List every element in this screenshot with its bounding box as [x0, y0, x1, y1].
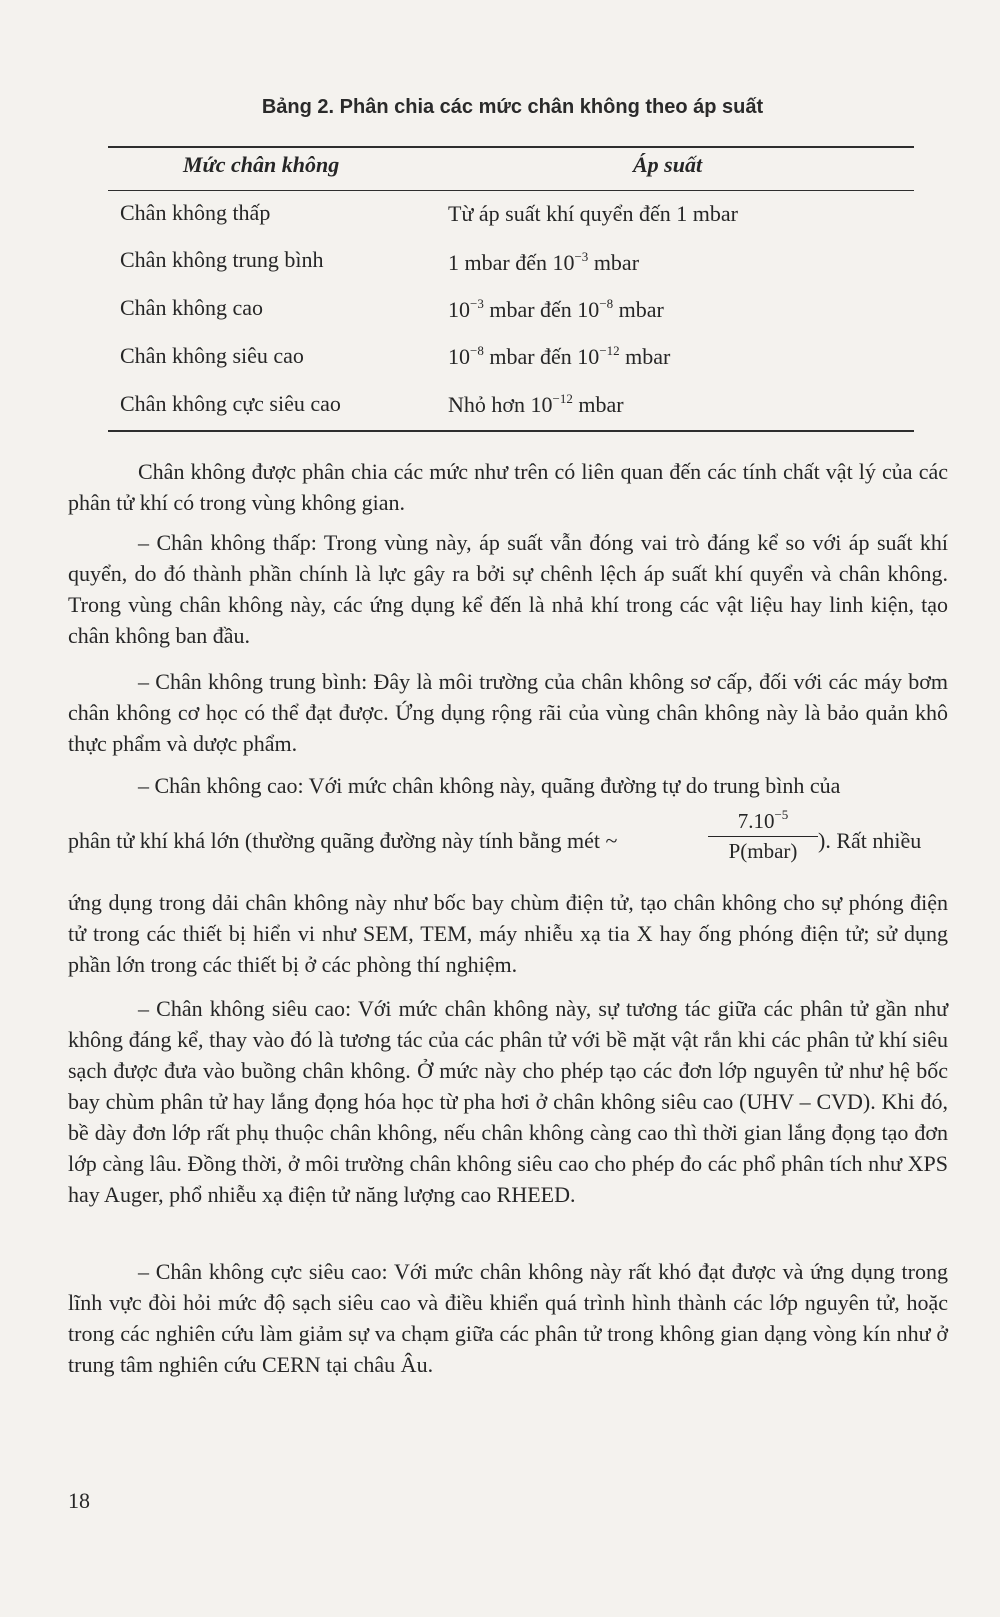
table-cell-pressure: Từ áp suất khí quyển đến 1 mbar — [448, 201, 738, 226]
paragraph-high-vacuum-cont: ứng dụng trong dải chân không này như bốc bay chùm điện tử, tạo chân không cho sự phóng điện tử trong các thiết bị hiển vi như SEM, TEM, máy nhiễu xạ tia X hay ống phóng điện tử; sử dụng phần lớn trong các thiết bị ở các phòng thí nghiệm. — [68, 890, 948, 977]
table-header-pressure: Áp suất — [633, 152, 703, 177]
fraction-numerator: $7.10^{-5}$ — [708, 808, 818, 837]
table-cell-level: Chân không trung bình — [120, 247, 324, 272]
table-cell-pressure: $10^{-8}$ mbar đến $10^{-12}$ mbar — [448, 343, 671, 369]
paragraph-ultra-high-vacuum: – Chân không siêu cao: Với mức chân không này, sự tương tác giữa các phân tử gần như không đáng kể, thay vào đó là tương tác của các phân tử với bề mặt vật rắn khi các phân tử khí siêu sạch được đưa vào buồng chân không. Ở mức này cho phép tạo các đơn lớp nguyên tử như hệ bốc bay chùm phân tử hay lắng đọng hóa học từ pha hơi ở chân không siêu cao (UHV – CVD). Khi đó, bề dày đơn lớp rất phụ thuộc chân không, nếu chân không càng cao thì thời gian lắng đọng tạo đơn lớp càng lâu. Đồng thời, ở môi trường chân không siêu cao cho phép đo các phổ phân tích như XPS hay Auger, phổ nhiễu xạ điện tử năng lượng cao RHEED. — [68, 996, 948, 1207]
table-header-level: Mức chân không — [183, 152, 340, 177]
table-top-rule — [108, 146, 914, 148]
fraction-denominator: P(mbar) — [728, 839, 798, 863]
paragraph-low-vacuum: – Chân không thấp: Trong vùng này, áp suất vẫn đóng vai trò đáng kể so với áp suất khí quyển, do đó thành phần chính là lực gây ra bởi sự chênh lệch áp suất khí quyển và chân không. Trong vùng chân không này, các ứng dụng kể đến là nhả khí trong các vật liệu hay linh kiện, tạo chân không ban đầu. — [68, 530, 948, 648]
table-cell-pressure: Nhỏ hơn $10^{-12}$ mbar — [448, 391, 624, 417]
table-cell-level: Chân không cực siêu cao — [120, 391, 341, 416]
paragraph-intro: Chân không được phân chia các mức như trên có liên quan đến các tính chất vật lý của các phân tử khí có trong vùng không gian. — [68, 459, 948, 515]
table-cell-level: Chân không siêu cao — [120, 343, 304, 368]
formula-line-tail: ). Rất nhiều — [818, 828, 922, 853]
table-cell-pressure: $10^{-3}$ mbar đến $10^{-8}$ mbar — [448, 296, 664, 322]
table-cell-level: Chân không cao — [120, 295, 263, 320]
table-cell-pressure: 1 mbar đến $10^{-3}$ mbar — [448, 249, 640, 275]
page-number: 18 — [68, 1488, 90, 1513]
table-caption: Bảng 2. Phân chia các mức chân không theo áp suất — [261, 96, 764, 118]
paragraph-medium-vacuum: – Chân không trung bình: Đây là môi trường của chân không sơ cấp, đối với các máy bơm chân không cơ học có thể đạt được. Ứng dụng rộng rãi của vùng chân không này là bảo quản khô thực phẩm và dược phẩm. — [68, 669, 948, 756]
paragraph-extreme-vacuum: – Chân không cực siêu cao: Với mức chân không này rất khó đạt được và ứng dụng trong lĩnh vực đòi hỏi mức độ sạch siêu cao và điều khiển quá trình hình thành các lớp nguyên tử, hoặc trong các nghiên cứu làm giảm sự va chạm giữa các phân tử trong không gian dạng vòng kín như ở trung tâm nghiên cứu CERN tại châu Âu. — [68, 1259, 948, 1377]
table-cell-level: Chân không thấp — [120, 200, 271, 225]
paragraph-high-vacuum: – Chân không cao: Với mức chân không này, quãng đường tự do trung bình của — [138, 773, 841, 798]
formula-line-text: phân tử khí khá lớn (thường quãng đường này tính bằng mét ~ — [68, 828, 618, 853]
table-bottom-rule — [108, 430, 914, 432]
table-header-rule — [108, 190, 914, 191]
mean-free-path-fraction — [708, 808, 818, 865]
